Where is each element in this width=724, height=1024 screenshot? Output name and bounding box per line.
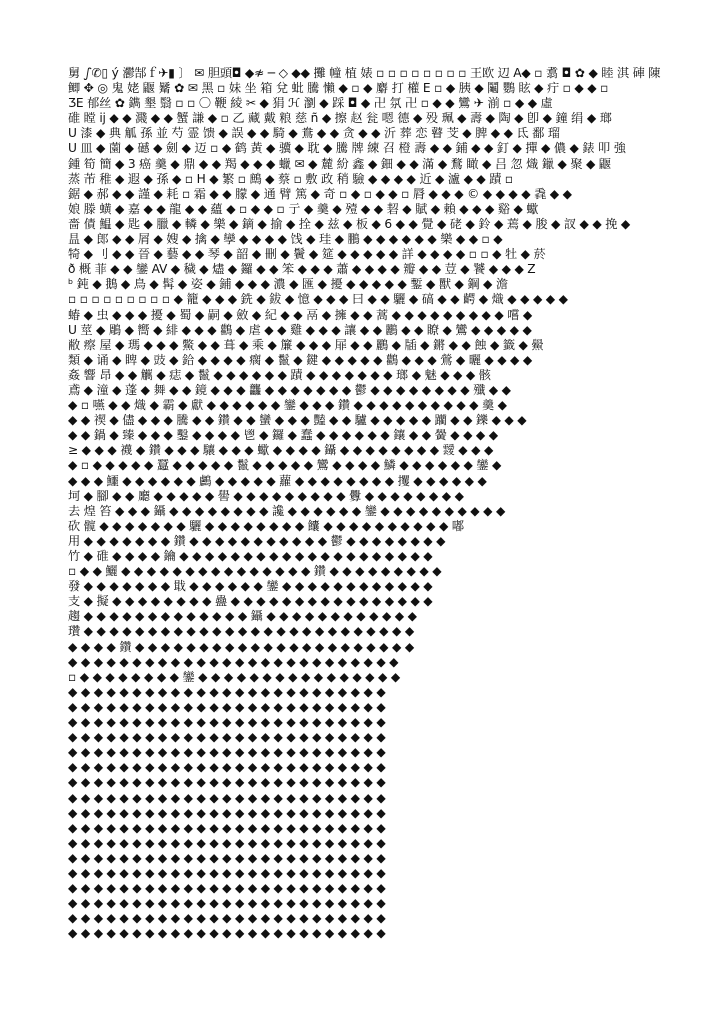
text-line: ◆ ▫ ◆ ◆ ◆ ◆ ◆ 蠶 ◆ ◆ ◆ ◆ ◆ 鬣 ◆ ◆ ◆ ◆ ◆ 鸞 ◆ ◆ ◆ ◆ 鱗 ◆ ◆ ◆ ◆ ◆ ◆ 鑾 ◆ <box>68 458 502 473</box>
text-line: ◆ ▫ 嚥 ◆ ◆ 熾 ◆ 霸 ◆ 獻 ◆ ◆ ◆ ◆ ◆ ◆ 鑾 ◆ ◆ ◆ 鑽 ◆ ◆ ◆ ◆ ◆ ◆ ◆ ◆ ◆ ◆ 羹 ◆ <box>68 398 507 413</box>
text-line: 昷 ◆ 郎 ◆ ◆ 屑 ◆ 嫂 ◆ 擒 ◆ 孿 ◆ ◆ ◆ ◆ 饯 ◆ 珪 ◆ 鵬 ◆ ◆ ◆ ◆ ◆ ◆ 樂 ◆ ◆ ▫ ◆ <box>68 232 503 247</box>
text-line: 砍 髋 ◆ ◆ ◆ ◆ ◆ ◆ ◆ 驪 ◆ ◆ ◆ ◆ ◆ ◆ ◆ ◆ 饢 ◆ ◆ ◆ ◆ ◆ ◆ ◆ ◆ ◆ ◆ 嘟 <box>68 518 464 533</box>
text-line: ≥ ◆ ◆ ◆ 襪 ◆ 鑽 ◆ ◆ ◆ 驤 ◆ ◆ ◆ 蠍 ◆ ◆ ◆ ◆ 鑷 ◆ ◆ ◆ ◆ ◆ ◆ ◆ ◆ 靉 ◆ ◆ ◆ <box>68 443 494 458</box>
text-line: 瓚 ◆ ◆ ◆ ◆ ◆ ◆ ◆ ◆ ◆ ◆ ◆ ◆ ◆ ◆ ◆ ◆ ◆ ◆ ◆ ◆ ◆ ◆ ◆ ◆ ◆ ◆ <box>68 624 415 639</box>
text-line: 發 ◆ ◆ ◆ ◆ ◆ ◆ ◆ 戢 ◆ ◆ ◆ ◆ ◆ ◆ 鑾 ◆ ◆ ◆ ◆ ◆ ◆ ◆ ◆ ◆ ◆ ◆ ◆ <box>68 579 433 594</box>
text-line: 蒸 芾 稚 ◆ 遐 ◆ 孫 ◆ ▫ H ◆ 繁 ▫ 鷓 ◆ 蔡 ▫ 敷 政 稍 驗 ◆ ◆ ◆ ◆ 近 ◆ 瀘 ◆ ◆ 蹟 ▫ <box>68 171 513 186</box>
text-line: ▫ ◆ ◆ ◆ ◆ ◆ ◆ ◆ ◆ 鑾 ◆ ◆ ◆ ◆ ◆ ◆ ◆ ◆ ◆ ◆ ◆ ◆ ◆ ◆ ◆ ◆ <box>68 669 401 684</box>
text-line: ◆ ◆ 禊 ◆ 儘 ◆ ◆ ◆ 騰 ◆ ◆ 鑽 ◆ ◆ 蠻 ◆ ◆ ◆ 豔 ◆ ◆ 驢 ◆ ◆ ◆ ◆ ◆ 躪 ◆ ◆ 鑠 ◆ ◆ ◆ <box>68 413 527 428</box>
text-line: 類 ◆ 诵 ◆ 睥 ◆ 豉 ◆ 鉿 ◆ ◆ ◆ ◆ 瘸 ◆ 鬣 ◆ 鍵 ◆ ◆ ◆ ◆ ◆ 鸛 ◆ ◆ ◆ 鶯 ◆ 曬 ◆ ◆ ◆ ◆ <box>68 352 533 367</box>
text-line: 鍾 筍 簡 ◆ 3 癌 羹 ◆ 鼎 ◆ ◆ 羯 ◆ ◆ ◆ 蠟 ✉ ◆ 麓 紛 鑫 ◆ 鈿 ◆ ◆ 滿 ◆ 鶩 瞰 ◆ 吕 忽 熾 鑞 ◆ 聚 ◆ 鼴 <box>68 156 611 171</box>
text-line: 姦 響 昂 ◆ ◆ 觽 ◆ 痣 ◆ 鬣 ◆ ◆ ◆ ◆ ◆ ◆ 蹟 ◆ ◆ ◆ ◆ ◆ ◆ ◆ 瑯 ◆ 魅 ◆ ◆ ◆ 骸 <box>68 367 491 382</box>
text-line: 鲫 ✥ ◎ 鬼 姥 鼴 觺 ✿ ✉ 黑 ▫ 妹 坐 箱 兌 蚍 騰 懶 ◆ ▫ ◆ 麝 打 權 E ▫ ◆ 胰 ◆ 鬮 鸚 眩 ◆ 疔 ▫ ◆ ◆ ▫ <box>68 81 609 96</box>
text-line: ◆ ◆ ◆ ◆ ◆ ◆ ◆ ◆ ◆ ◆ ◆ ◆ ◆ ◆ ◆ ◆ ◆ ◆ ◆ ◆ ◆ ◆ ◆ ◆ ◆ <box>68 684 386 699</box>
text-line: ◆ ◆ ◆ ◆ ◆ ◆ ◆ ◆ ◆ ◆ ◆ ◆ ◆ ◆ ◆ ◆ ◆ ◆ ◆ ◆ ◆ ◆ ◆ ◆ ◆ <box>68 715 386 730</box>
text-line: 碓 瞠 ij ◆ ◆ 濺 ◆ ◆ 蟹 謙 ◆ ▫ 乙 藏 戴 粮 慈 ñ ◆ 擦 赵 瓮 嗯 德 ◆ 殁 珮 ◆ 壽 ◆ 陶 ◆ 卽 ◆ 鐘 绢 ◆ 瑯 <box>68 111 612 126</box>
text-line: ▫ ▫ ▫ ▫ ▫ ▫ ▫ ▫ ▫ ◆ 籠 ◆ ◆ ◆ 銑 ◆ 鈸 ◆ 憶 ◆ ◆ ◆ 曰 ◆ ◆ 驪 ◆ 碻 ◆ ◆ 齶 ◆ 熾 ◆ ◆ ◆ ◆ ◆ <box>68 292 568 307</box>
text-line: ◆ ◆ ◆ ◆ ◆ ◆ ◆ ◆ ◆ ◆ ◆ ◆ ◆ ◆ ◆ ◆ ◆ ◆ ◆ ◆ ◆ ◆ ◆ ◆ ◆ ◆ <box>68 654 399 669</box>
text-line: 趨 ◆ ◆ ◆ ◆ ◆ ◆ ◆ ◆ ◆ ◆ ◆ ◆ ◆ 鑷 ◆ ◆ ◆ ◆ ◆ ◆ ◆ ◆ ◆ ◆ ◆ ◆ <box>68 609 417 624</box>
text-line: ▫ ◆ ◆ 鱺 ◆ ◆ ◆ ◆ ◆ ◆ ◆ ◆ ◆ ◆ ◆ ◆ ◆ ◆ ◆ 鑽 ◆ ◆ ◆ ◆ ◆ ◆ ◆ ◆ ◆ <box>68 564 442 579</box>
text-line: ◆ ◆ ◆ ◆ 鑽 ◆ ◆ ◆ ◆ ◆ ◆ ◆ ◆ ◆ ◆ ◆ ◆ ◆ ◆ ◆ ◆ ◆ ◆ ◆ ◆ ◆ ◆ <box>68 639 415 654</box>
text-line: ð 概 菲 ◆ ◆ 鑾 AV ◆ 穢 ◆ 燼 ◆ 鑼 ◆ ◆ 笨 ◆ ◆ ◆ 蕭 ◆ ◆ ◆ ◆ 瓣 ◆ ◆ 荳 ◆ 饕 ◆ ◆ ◆ Z <box>68 262 536 277</box>
text-line: U 漆 ◆ 典 觚 孫 並 芍 霊 馈 ◆ 誤 ◆ ◆ 騎 ◆ 鴦 ◆ ◆ 贪 ◆ ◆ 沂 葬 恋 瞽 芠 ◆ 脾 ◆ ◆ 氐 鄱 瑠 <box>68 126 560 141</box>
text-line: 竹 ◆ 碓 ◆ ◆ ◆ ◆ 鑰 ◆ ◆ ◆ ◆ ◆ ◆ ◆ ◆ ◆ ◆ ◆ ◆ ◆ ◆ ◆ ◆ ◆ ◆ ◆ ◆ <box>68 549 433 563</box>
text-line: ◆ ◆ ◆ ◆ ◆ ◆ ◆ ◆ ◆ ◆ ◆ ◆ ◆ ◆ ◆ ◆ ◆ ◆ ◆ ◆ ◆ ◆ ◆ ◆ ◆ <box>68 911 386 926</box>
text-line: 蝽 ◆ 虫 ◆ ◆ ◆ 擾 ◆ 蜀 ◆ 嗣 ◆ 斂 ◆ 紀 ◆ ◆ 鬲 ◆ 擁 ◆ ◆ 蒿 ◆ ◆ ◆ ◆ ◆ ◆ ◆ ◆ ◆ 嚐 ◆ <box>68 307 533 322</box>
text-line: 敝 瘵 屋 ◆ 瑪 ◆ ◆ ◆ 鱉 ◆ ◆ 葺 ◆ 乘 ◆ 簾 ◆ ◆ ◆ 屝 ◆ ◆ 鸝 ◆ 牐 ◆ 鏘 ◆ ◆ 蝕 ◆ 籤 ◆ 鱟 <box>68 337 544 352</box>
text-line: ◆ ◆ ◆ ◆ ◆ ◆ ◆ ◆ ◆ ◆ ◆ ◆ ◆ ◆ ◆ ◆ ◆ ◆ ◆ ◆ ◆ ◆ ◆ ◆ ◆ <box>68 699 386 714</box>
text-line: ᵇ 鈍 ◆ 鵝 ◆ 鳥 ◆ 髯 ◆ 姿 ◆ 鋪 ◆ ◆ ◆ 濃 ◆ 匯 ◆ 擾 ◆ ◆ ◆ ◆ ◆ 鏨 ◆ 獸 ◆ 鋼 ◆ 澹 <box>68 277 508 292</box>
text-line: 坷 ◆ 腳 ◆ ◆ 廳 ◆ ◆ ◆ ◆ ◆ 嚳 ◆ ◆ ◆ ◆ ◆ ◆ ◆ ◆ ◆ 釁 ◆ ◆ ◆ ◆ ◆ ◆ ◆ ◆ <box>68 488 464 503</box>
text-line: ◆ ◆ ◆ ◆ ◆ ◆ ◆ ◆ ◆ ◆ ◆ ◆ ◆ ◆ ◆ ◆ ◆ ◆ ◆ ◆ ◆ ◆ ◆ ◆ ◆ <box>68 926 386 941</box>
text-line: 舅 ഽ✆▯ ý 灪郜ｆ✈▮ 〕 ✉ 胆頭◘ ◆≉ ─ ◇ ◆◆ 攤 幢 植 婊 ▫ ▫ ▫ ▫ ▫ ▫ ▫ ▫ 王欧 辺 A◆ ▫ 翥 ◘ ✿ ◆ 睦 淇 硨 陳 <box>68 66 661 80</box>
text-line: 嗇 債 鰛 ◆ 匙 ◆ 臘 ◆ 轔 ◆ 樂 ◆ 鏑 ◆ 揄 ◆ 拴 ◆ 兹 ◆ 板 ◆ 6 ◆ ◆ 覺 ◆ 硓 ◆ 鈴 ◆ 蔫 ◆ 朘 ◆ 訍 ◆ ◆ 挽 ◆ <box>68 216 631 231</box>
text-line: ◆ ◆ ◆ ◆ ◆ ◆ ◆ ◆ ◆ ◆ ◆ ◆ ◆ ◆ ◆ ◆ ◆ ◆ ◆ ◆ ◆ ◆ ◆ ◆ ◆ <box>68 745 386 760</box>
text-line: 鳶 ◆ 潼 ◆ 蓬 ◆ 舞 ◆ ◆ 鏡 ◆ ◆ ◆ 龘 ◆ ◆ ◆ ◆ ◆ ◆ ◆ 鬱 ◆ ◆ ◆ ◆ ◆ ◆ ◆ ◆ 殲 ◆ ◆ <box>68 382 511 397</box>
text-line: ◆ ◆ ◆ 鱷 ◆ ◆ ◆ ◆ ◆ ◆ 鸕 ◆ ◆ ◆ ◆ ◆ 蘿 ◆ ◆ ◆ ◆ ◆ ◆ ◆ ◆ 攫 ◆ ◆ ◆ ◆ ◆ ◆ <box>68 473 487 488</box>
text-line: ◆ ◆ ◆ ◆ ◆ ◆ ◆ ◆ ◆ ◆ ◆ ◆ ◆ ◆ ◆ ◆ ◆ ◆ ◆ ◆ ◆ ◆ ◆ ◆ ◆ <box>68 730 386 745</box>
text-line: ◆ ◆ ◆ ◆ ◆ ◆ ◆ ◆ ◆ ◆ ◆ ◆ ◆ ◆ ◆ ◆ ◆ ◆ ◆ ◆ ◆ ◆ ◆ ◆ ◆ <box>68 881 386 896</box>
text-line: U 莖 ◆ 鵰 ◆ 嚮 ◆ 緋 ◆ ◆ ◆ 鸛 ◆ 虐 ◆ ◆ 雞 ◆ ◆ ◆ 讓 ◆ ◆ 鸝 ◆ ◆ 瞭 ◆ 鸞 ◆ ◆ ◆ ◆ ◆ <box>68 322 532 337</box>
text-line: ◆ ◆ ◆ ◆ ◆ ◆ ◆ ◆ ◆ ◆ ◆ ◆ ◆ ◆ ◆ ◆ ◆ ◆ ◆ ◆ ◆ ◆ ◆ ◆ ◆ <box>68 896 386 911</box>
text-line: ◆ ◆ ◆ ◆ ◆ ◆ ◆ ◆ ◆ ◆ ◆ ◆ ◆ ◆ ◆ ◆ ◆ ◆ ◆ ◆ ◆ ◆ ◆ ◆ ◆ <box>68 790 386 805</box>
text-line: ◆ ◆ ◆ ◆ ◆ ◆ ◆ ◆ ◆ ◆ ◆ ◆ ◆ ◆ ◆ ◆ ◆ ◆ ◆ ◆ ◆ ◆ ◆ ◆ ◆ <box>68 760 386 775</box>
text-line: ◆ ◆ ◆ ◆ ◆ ◆ ◆ ◆ ◆ ◆ ◆ ◆ ◆ ◆ ◆ ◆ ◆ ◆ ◆ ◆ ◆ ◆ ◆ ◆ ◆ <box>68 850 386 865</box>
text-line: 娘 滕 蟥 ◆ 嘉 ◆ ◆ 龍 ◆ ◆ 蘊 ◆ ▫ ◆ ◆ ▫ 亍 ◆ 羹 ◆ 殪 ◆ ◆ 䂮 ◆ 賦 ◆ 賴 ◆ ◆ ◆ 谿 ◆ 蠍 <box>68 201 539 216</box>
text-line: ◆ ◆ ◆ ◆ ◆ ◆ ◆ ◆ ◆ ◆ ◆ ◆ ◆ ◆ ◆ ◆ ◆ ◆ ◆ ◆ ◆ ◆ ◆ ◆ ◆ <box>68 775 386 790</box>
text-line: ◆ ◆ ◆ ◆ ◆ ◆ ◆ ◆ ◆ ◆ ◆ ◆ ◆ ◆ ◆ ◆ ◆ ◆ ◆ ◆ ◆ ◆ ◆ ◆ ◆ <box>68 820 386 835</box>
text-line: ◆ ◆ ◆ ◆ ◆ ◆ ◆ ◆ ◆ ◆ ◆ ◆ ◆ ◆ ◆ ◆ ◆ ◆ ◆ ◆ ◆ ◆ ◆ ◆ ◆ <box>68 865 386 880</box>
text-line: 鋸 ◆ 郝 ◆ ◆ 謹 ◆ 耗 ▫ 霜 ◆ ◆ 朦 ◆ 通 臂 篤 ◆ 奇 ▫ ◆ ▫ ◆ ◆ ▫ 脣 ◆ ◆ ◆ © ◆ ◆ ◆ ◆ 毳 ◆ ◆ <box>68 186 572 201</box>
text-line: 犄 ◆ 刂 ◆ ◆ 晉 ◆ 藝 ◆ ◆ 琴 ◆ 韶 ◆ 刪 ◆ 鬢 ◆ 筵 ◆ ◆ ◆ ◆ ◆ 詳 ◆ ◆ ◆ ◆ ▫ ▫ ◆ 牡 ◆ 菸 <box>68 247 546 262</box>
text-line: ◆ ◆ ◆ ◆ ◆ ◆ ◆ ◆ ◆ ◆ ◆ ◆ ◆ ◆ ◆ ◆ ◆ ◆ ◆ ◆ ◆ ◆ ◆ ◆ ◆ <box>68 805 386 820</box>
text-line: ◆ ◆ ◆ ◆ ◆ ◆ ◆ ◆ ◆ ◆ ◆ ◆ ◆ ◆ ◆ ◆ ◆ ◆ ◆ ◆ ◆ ◆ ◆ ◆ ◆ <box>68 835 386 850</box>
text-line: 去 煌 笞 ◆ ◆ ◆ 鑷 ◆ ◆ ◆ ◆ ◆ ◆ ◆ ◆ 讒 ◆ ◆ ◆ ◆ ◆ ◆ 鑾 ◆ ◆ ◆ ◆ ◆ ◆ ◆ ◆ ◆ ◆ <box>68 503 506 518</box>
text-line: ◆ ◆ 鍋 ◆ 臻 ◆ ◆ ◆ 鑿 ◆ ◆ ◆ ◆ 鬯 ◆ 鑼 ◆ 蠢 ◆ ◆ ◆ ◆ ◆ ◆ 鑲 ◆ ◆ 黌 ◆ ◆ ◆ ◆ <box>68 428 498 443</box>
text-line: 用 ◆ ◆ ◆ ◆ ◆ ◆ ◆ 鑽 ◆ ◆ ◆ ◆ ◆ ◆ ◆ ◆ ◆ ◆ ◆ 鬱 ◆ ◆ ◆ ◆ ◆ ◆ ◆ ◆ <box>68 533 446 548</box>
text-line: U 皿 ◆ 薗 ◆ 䃭 ◆ 劍 ◆ 迈 ▫ ◆ 鹤 黃 ◆ 骥 ◆ 耽 ◆ 騰 牌 練 召 橙 壽 ◆ ◆ 鋪 ◆ ◆ 釘 ◆ 撣 ◆ 儂 ◆ 錶 叩 強 <box>68 141 626 156</box>
text-line: ƷE 郁丝 ✿ 鐫 墾 翳 ▫ ▫ 〇 鞭 綾 ✂ ◆ 狷 ℋ 瀏 ◆ 踩 ◘ ◆ 卍 氛 卍 ▫ ◆ ◆ 鸞 ✈ 湔 ▫ ◆ ◆ 虛 <box>68 96 553 111</box>
text-line: 支 ◆ 擬 ◆ ◆ ◆ ◆ ◆ ◆ ◆ ◆ 蠱 ◆ ◆ ◆ ◆ ◆ ◆ ◆ ◆ ◆ ◆ ◆ ◆ ◆ ◆ ◆ ◆ <box>68 594 433 609</box>
